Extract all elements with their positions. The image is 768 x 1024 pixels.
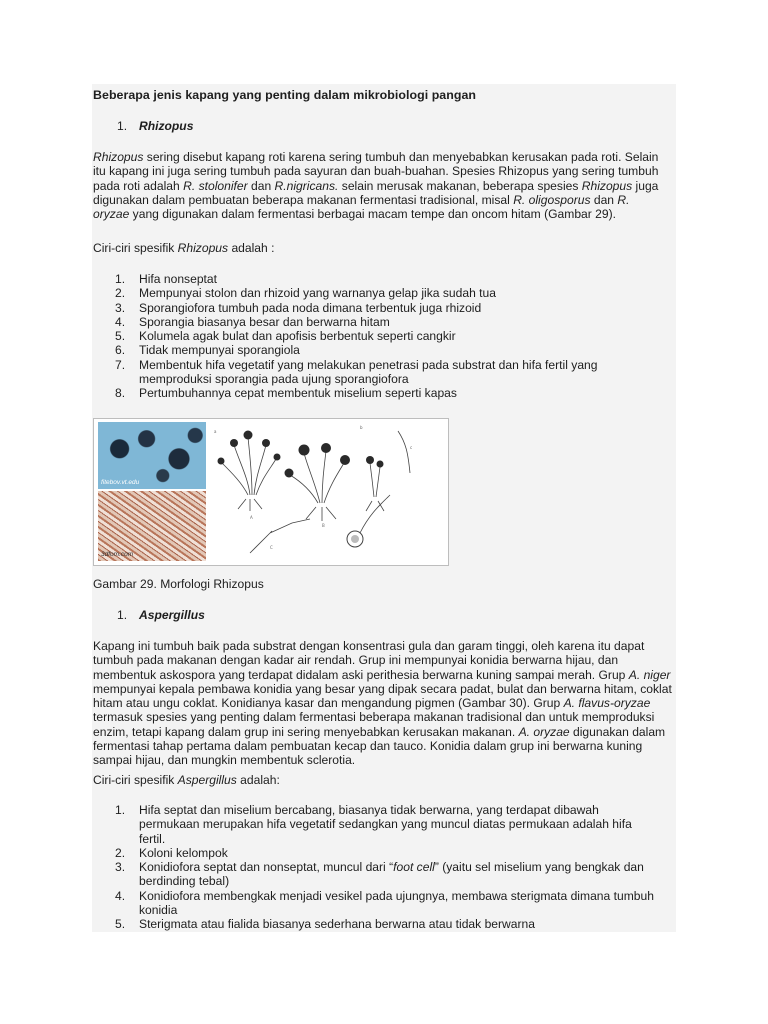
list-item-number: 2. — [115, 845, 126, 860]
text-run: termasuk spesies yang penting dalam fermentasi beberapa makanan tradisional dan untuk memproduksi enzim, tetapi kapang dalam grup ini sering menyebabkan kerusakan makanan. — [93, 710, 655, 739]
rhizopus-figure — [93, 418, 449, 566]
text-run: selain merusak makanan, beberapa spesies — [338, 178, 582, 193]
list-item-text — [139, 803, 675, 846]
text-run: mempunyai kepala pembawa konidia yang besar yang dipak secara padat, bulat dan berwarna hitam, coklat hitam atau ungu coklat. Konidianya kasar dan mengandung pigmen (Gambar 30). Grup — [93, 681, 672, 711]
text-run: Sterigmata atau fialida biasanya sederhana berwarna atau tidak berwarna — [139, 917, 535, 932]
list-item-number: 7. — [115, 357, 126, 372]
italic-text: Aspergillus — [177, 773, 237, 787]
list-item-text — [139, 846, 675, 860]
text-run: adalah: — [236, 773, 280, 787]
italic-text: R.nigricans. — [274, 178, 339, 193]
italic-text: A. flavus-oryzae — [563, 696, 651, 711]
text-run: dan — [590, 192, 618, 207]
list-item-number: 3. — [115, 860, 126, 875]
text-run: juga digunakan dalam pembuatan beberapa makanan fermentasi tradisional, misal — [93, 178, 659, 207]
list-item-number: 4. — [115, 314, 126, 329]
aspergillus-traits-list — [93, 803, 675, 932]
rhizopus-micrograph-photo — [98, 422, 206, 489]
aspergillus-paragraph — [93, 639, 675, 768]
svg-text:C: C — [270, 545, 273, 550]
list-item-text — [139, 889, 675, 918]
svg-text:c: c — [410, 445, 413, 450]
photo-credit: 3dfom.com — [101, 551, 134, 558]
figure-caption: Gambar 29. Morfologi Rhizopus — [93, 577, 264, 591]
italic-text: A. niger — [628, 667, 671, 682]
section-heading-aspergillus — [93, 608, 675, 622]
svg-text:a: a — [214, 429, 217, 434]
list-item — [93, 846, 675, 860]
list-item-number: 6. — [115, 343, 126, 358]
rhizopus-traits-intro — [93, 241, 274, 255]
list-item-number: 1. — [115, 272, 126, 286]
list-item-text: Kolumela agak bulat dan apofisis berbentuk seperti cangkir — [139, 329, 456, 344]
italic-text: R. oligosporus — [513, 192, 591, 207]
text-run: dan — [247, 178, 275, 193]
rhizopus-morphology-drawing — [210, 423, 446, 563]
rhizopus-traits-list — [93, 272, 675, 401]
text-run: Konidiofora septat dan nonseptat, muncul dari “ — [139, 860, 394, 875]
italic-text: R. stolonifer — [183, 178, 248, 193]
list-item — [93, 315, 675, 329]
svg-text:B: B — [322, 523, 325, 528]
document-title: Beberapa jenis kapang yang penting dalam mikrobiologi pangan — [93, 88, 477, 102]
list-item — [93, 272, 675, 286]
list-item-text: Sporangia biasanya besar dan berwarna hitam — [139, 314, 390, 329]
list-item-number: 4. — [115, 888, 126, 903]
rhizopus-hyphae-photo — [98, 491, 206, 561]
svg-text:A: A — [250, 515, 253, 520]
list-item — [93, 358, 675, 387]
list-item-text: Pertumbuhannya cepat membentuk miselium seperti kapas — [139, 386, 457, 401]
list-item-text: Tidak mempunyai sporangiola — [139, 343, 300, 358]
section-number: 1. — [117, 119, 128, 133]
section-name: Rhizopus — [139, 119, 194, 133]
text-run: Ciri-ciri spesifik — [93, 241, 178, 255]
text-run: Konidiofora membengkak menjadi vesikel pada ujungnya, membawa sterigmata dimana tumbuh konidia — [139, 888, 654, 918]
aspergillus-traits-intro — [93, 773, 280, 787]
list-item-number: 1. — [115, 803, 126, 817]
list-item — [93, 803, 675, 846]
italic-text: R. oryzae — [93, 192, 630, 222]
list-item-number: 5. — [115, 329, 126, 344]
text-run: Ciri-ciri spesifik — [93, 773, 178, 787]
list-item-text: Membentuk hifa vegetatif yang melakukan penetrasi pada substrat dan hifa fertil yang memproduksi sporangia pada ujung sporangiofora — [139, 357, 598, 387]
section-number: 1. — [117, 608, 128, 622]
svg-text:b: b — [360, 425, 363, 430]
list-item — [93, 917, 675, 931]
text-run: Hifa septat dan miselium bercabang, biasanya tidak berwarna, yang terdapat dibawah permukaan merupakan hifa vegetatif sedangkan yang muncul diatas permukaan adalah hifa fertil. — [139, 803, 632, 846]
rhizopus-paragraph — [93, 150, 668, 221]
list-item-text: Sporangiofora tumbuh pada noda dimana terbentuk juga rhizoid — [139, 300, 482, 315]
text-run: sering disebut kapang roti karena sering tumbuh dan menyebabkan kerusakan pada roti. Selain itu kapang ini juga sering tumbuh pada sayuran dan buah-buahan. Spesies Rhizopus yang sering tumbuh pada roti adalah — [93, 150, 659, 193]
list-item-number: 5. — [115, 917, 126, 932]
list-item — [93, 343, 675, 357]
list-item — [93, 301, 675, 315]
italic-text: Rhizopus — [177, 241, 229, 255]
text-run: Koloni kelompok — [139, 845, 228, 860]
italic-text: Rhizopus — [581, 178, 633, 193]
italic-text: foot cell — [393, 860, 435, 875]
list-item-text — [139, 860, 675, 889]
list-item — [93, 386, 675, 400]
list-item-number: 2. — [115, 286, 126, 301]
list-item-number: 3. — [115, 300, 126, 315]
list-item — [93, 286, 675, 300]
italic-text: Rhizopus — [93, 150, 144, 164]
list-item-text: Hifa nonseptat — [139, 272, 217, 286]
list-item — [93, 889, 675, 918]
section-heading-rhizopus — [93, 119, 675, 133]
list-item-text: Mempunyai stolon dan rhizoid yang warnanya gelap jika sudah tua — [139, 286, 496, 301]
text-run: ” (yaitu sel miselium yang bengkak dan berdinding tebal) — [139, 860, 644, 889]
list-item — [93, 860, 675, 889]
list-item — [93, 329, 675, 343]
photo-credit: fitebov.vt.edu — [101, 479, 140, 486]
text-run: digunakan dalam fermentasi tahap pertama dalam pembuatan kecap dan tauco. Konidia dalam grup ini berwarna kuning sampai hijau, dan mungkin membentuk sclerotia. — [93, 724, 666, 768]
italic-text: A. oryzae — [518, 724, 570, 739]
text-run: yang digunakan dalam fermentasi berbagai macam tempe dan oncom hitam (Gambar 29). — [129, 207, 617, 222]
list-item-number: 8. — [115, 386, 126, 401]
text-run: Kapang ini tumbuh baik pada substrat dengan konsentrasi gula dan garam tinggi, oleh karena itu dapat tumbuh pada makanan dengan kadar air rendah. Grup ini mempunyai konidia berwarna hijau, dan membentuk askospora yang terdapat didalam aski perithesia berwarna kuning sampai merah. Grup — [93, 639, 645, 682]
section-name: Aspergillus — [139, 608, 205, 622]
list-item-text — [139, 917, 675, 931]
text-run: adalah : — [228, 241, 275, 255]
